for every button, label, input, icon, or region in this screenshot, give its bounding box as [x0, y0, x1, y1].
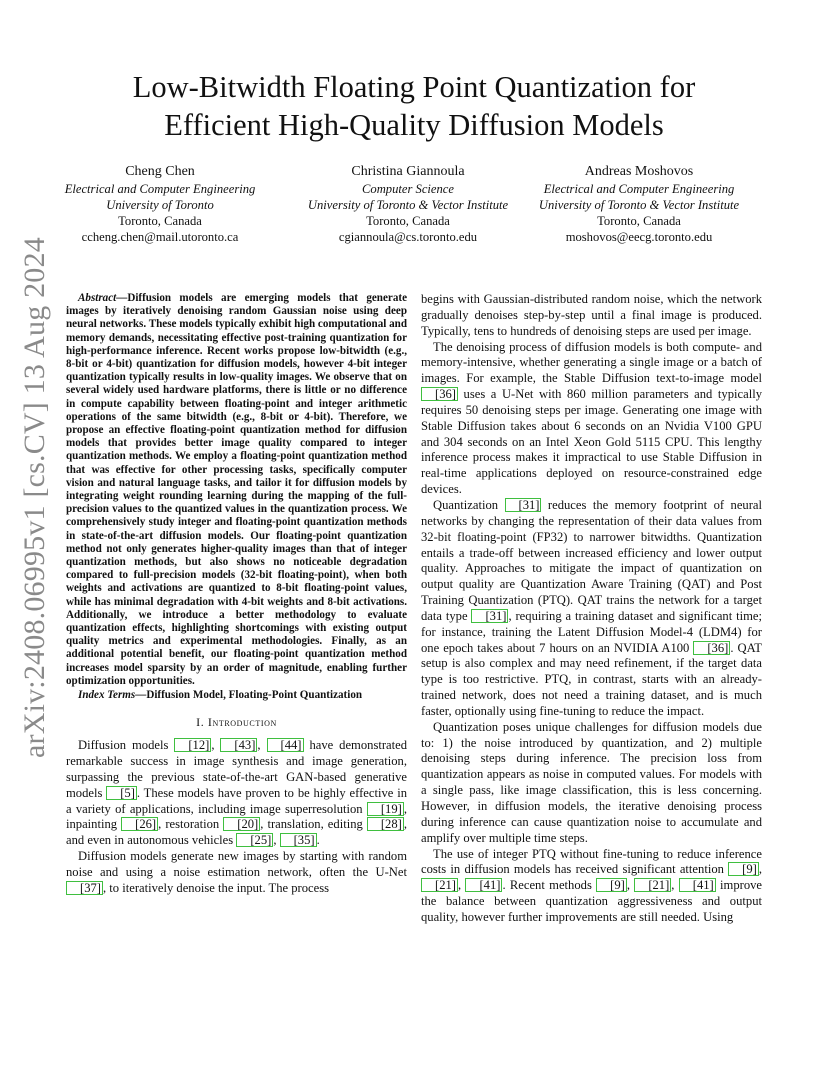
- author-location: Toronto, Canada: [366, 214, 450, 228]
- index-terms: [66, 689, 407, 702]
- paragraph: [421, 720, 762, 847]
- citation-link[interactable]: [21]: [634, 878, 671, 892]
- paragraph: [66, 738, 407, 849]
- author-2: [298, 163, 518, 245]
- text-run: .: [316, 833, 320, 848]
- text-run: Quantization poses unique challenges for diffusion models due to: 1) the noise introduced by quantization, and 2) multiple denoising steps during inference. The precision loss from quantization appears as noise in computed values. For models with a single pass, like image classification, this is less concerning. However, in diffusion models, the iterative denoising process during inference can cause quantization noise to accumulate and amplify over multiple time steps.: [421, 719, 762, 845]
- citation-link[interactable]: [5]: [106, 786, 137, 800]
- abstract-text: Diffusion models are emerging models that generate images by iteratively denoising random Gaussian noise using deep neural networks. These models typically exhibit high computational and memory demands, necessitating effective post-training quantization for high-performance inference. Recent works propose low-bitwidth (e.g., 8-bit or 4-bit) quantization for diffusion models, however 4-bit integer quantization typically results in low-quality images. We observe that on several widely used hardware platforms, there is little or no difference in compute capability between floating-point and integer arithmetic operations of the same bitwidth (e.g., 8-bit or 4-bit). Therefore, we propose an effective floating-point quantization method for diffusion models that provides better image quality compared to integer quantization methods. We employ a floating-point quantization method that was effective for other processing tasks, specifically computer vision and natural language tasks, and tailor it for diffusion models by integrating weight rounding learning during the mapping of the full-precision values to the quantized values in the quantization process. We comprehensively study integer and floating-point quantization methods in state-of-the-art diffusion models. Our floating-point quantization method not only generates higher-quality images than that of integer quantization methods, but also shows no noticeable degradation compared to full-precision models (32-bit floating-point), when both weights and activations are quantized to 8-bit floating-point values, while has minimal degradation with 4-bit weights and 8-bit activations. Additionally, we introduce a better methodology to evaluate quantization effects, highlighting shortcomings with existing output quality metrics and experimental methodologies. Finally, as an additional potential benefit, our floating-point quantization method increases model sparsity by an order of magnitude, enabling further optimization opportunities.: [66, 292, 407, 687]
- author-department: Electrical and Computer Engineering: [543, 182, 735, 196]
- text-run: ,: [273, 833, 280, 848]
- section-heading: I. Introduction: [196, 715, 277, 730]
- citation-link[interactable]: [19]: [367, 802, 404, 816]
- text-run: begins with Gaussian-distributed random noise, which the network gradually denoises step-by-step until a final image is produced. Typically, tens to hundreds of denoising steps are used per image.: [421, 292, 762, 338]
- author-email[interactable]: ccheng.chen@mail.utoronto.ca: [81, 230, 239, 244]
- citation-link[interactable]: [26]: [121, 817, 158, 831]
- author-university: University of Toronto: [106, 198, 214, 212]
- abstract-label: Abstract—: [78, 292, 128, 304]
- text-run: , and even in autonomous vehicles: [66, 817, 407, 848]
- citation-link[interactable]: [41]: [679, 878, 716, 892]
- paragraph: [421, 292, 762, 340]
- author-name: Christina Giannoula: [351, 164, 465, 179]
- text-run: , translation, editing: [260, 817, 367, 832]
- citation-link[interactable]: [12]: [174, 738, 211, 752]
- citation-link[interactable]: [9]: [596, 878, 627, 892]
- citation-link[interactable]: [9]: [728, 862, 759, 876]
- text-run: ,: [671, 878, 679, 893]
- citation-link[interactable]: [31]: [505, 498, 542, 512]
- author-department: Electrical and Computer Engineering: [64, 182, 256, 196]
- text-run: , restoration: [158, 817, 224, 832]
- text-run: ,: [211, 738, 221, 753]
- title-line-1: Low-Bitwidth Floating Point Quantization for: [132, 70, 696, 104]
- citation-link[interactable]: [25]: [236, 833, 273, 847]
- text-run: ,: [758, 862, 762, 877]
- citation-link[interactable]: [21]: [421, 878, 458, 892]
- paragraph: [421, 847, 762, 926]
- text-run: Quantization: [433, 497, 505, 512]
- left-column: [66, 292, 407, 897]
- text-run: . QAT setup is also complex and may need refinement, if the target data type is too restrictive. PTQ, in contrast, starts with an already-trained network, does not need a training dataset, and is much faster, optionally using fine-tuning to reduce the impact.: [421, 640, 762, 718]
- author-name: Cheng Chen: [125, 164, 195, 179]
- citation-link[interactable]: [35]: [280, 833, 317, 847]
- paper-title: [60, 68, 768, 144]
- title-line-2: Efficient High-Quality Diffusion Models: [164, 108, 664, 142]
- text-run: The use of integer PTQ without fine-tuning to reduce inference costs in diffusion models has received significant attention: [421, 846, 762, 877]
- text-run: reduces the memory footprint of neural networks by changing the representation of their data values from 32-bit floating-point (FP32) to narrower bitwidths. Quantization entails a trade-off between increased efficiency and lower output quality. Approaches to mitigate the impact of quantization on output quality are Quantization Aware Training (QAT) and Post Training Quantization (PTQ). QAT trains the network for a target data type: [421, 497, 762, 623]
- author-university: University of Toronto & Vector Institute: [538, 198, 740, 212]
- author-department: Computer Science: [362, 182, 454, 196]
- citation-link[interactable]: [20]: [223, 817, 260, 831]
- text-run: , inpainting: [66, 801, 407, 832]
- citation-link[interactable]: [37]: [66, 881, 103, 895]
- text-run: improve the balance between quantization aggressiveness and output quality, however further improvements are still needed. Using: [421, 878, 763, 924]
- citation-link[interactable]: [28]: [367, 817, 404, 831]
- right-column: [421, 292, 762, 926]
- text-run: , requiring a training dataset and significant time; for instance, training the Latent Diffusion Model-4 (LDM4) for one epoch takes about 7 hours on an NVIDIA A100: [421, 608, 762, 655]
- abstract: [66, 292, 407, 688]
- author-email[interactable]: cgiannoula@cs.toronto.edu: [338, 230, 478, 244]
- text-run: have demonstrated remarkable success in image synthesis and image generation, surpassing the previous state-of-the-art GAN-based generative models: [66, 738, 408, 800]
- citation-link[interactable]: [36]: [421, 387, 458, 401]
- author-location: Toronto, Canada: [597, 214, 681, 228]
- author-1: [60, 163, 260, 245]
- citation-link[interactable]: [44]: [267, 738, 304, 752]
- text-run: Diffusion models generate new images by starting with random noise and using a noise estimation network, often the U-Net: [66, 849, 407, 879]
- index-terms-text: Diffusion Model, Floating-Point Quantization: [146, 689, 363, 702]
- author-university: University of Toronto & Vector Institute: [307, 198, 509, 212]
- author-location: Toronto, Canada: [118, 214, 202, 228]
- index-terms-label: Index Terms—: [78, 689, 147, 702]
- text-run: . These models have proven to be highly effective in a variety of applications, including image superresolution: [66, 785, 407, 816]
- text-run: , to iteratively denoise the input. The process: [102, 880, 330, 895]
- paragraph: [421, 498, 762, 720]
- text-run: ,: [257, 738, 267, 753]
- author-block: [60, 163, 768, 253]
- text-run: uses a U-Net with 860 million parameters and typically requires 50 denoising steps per image. Generating one image with Stable Diffusion takes about 6 seconds on an Nvidia V100 GPU and 304 seconds on an Intel Xeon Gold 5115 CPU. This lengthy inference process makes it impractical to use Stable Diffusion in real-time applications deployed on resource-constrained edge devices.: [421, 387, 762, 497]
- citation-link[interactable]: [41]: [465, 878, 502, 892]
- author-3: [526, 163, 752, 245]
- author-name: Andreas Moshovos: [584, 164, 694, 179]
- paragraph: [66, 849, 407, 897]
- citation-link[interactable]: [43]: [220, 738, 257, 752]
- citation-link[interactable]: [36]: [693, 641, 730, 655]
- text-run: Diffusion models: [78, 738, 175, 753]
- text-run: . Recent methods: [502, 878, 597, 893]
- text-run: ,: [457, 878, 466, 893]
- paragraph: [421, 340, 762, 498]
- citation-link[interactable]: [31]: [471, 609, 508, 623]
- text-run: The denoising process of diffusion models is both compute- and memory-intensive, whether generating a single image or a batch of images. For example, the Stable Diffusion text-to-image model: [421, 339, 762, 386]
- arxiv-stamp: arXiv:2408.06995v1 [cs.CV] 13 Aug 2024: [18, 237, 51, 758]
- author-email[interactable]: moshovos@eecg.toronto.edu: [565, 230, 713, 244]
- text-run: ,: [626, 878, 635, 893]
